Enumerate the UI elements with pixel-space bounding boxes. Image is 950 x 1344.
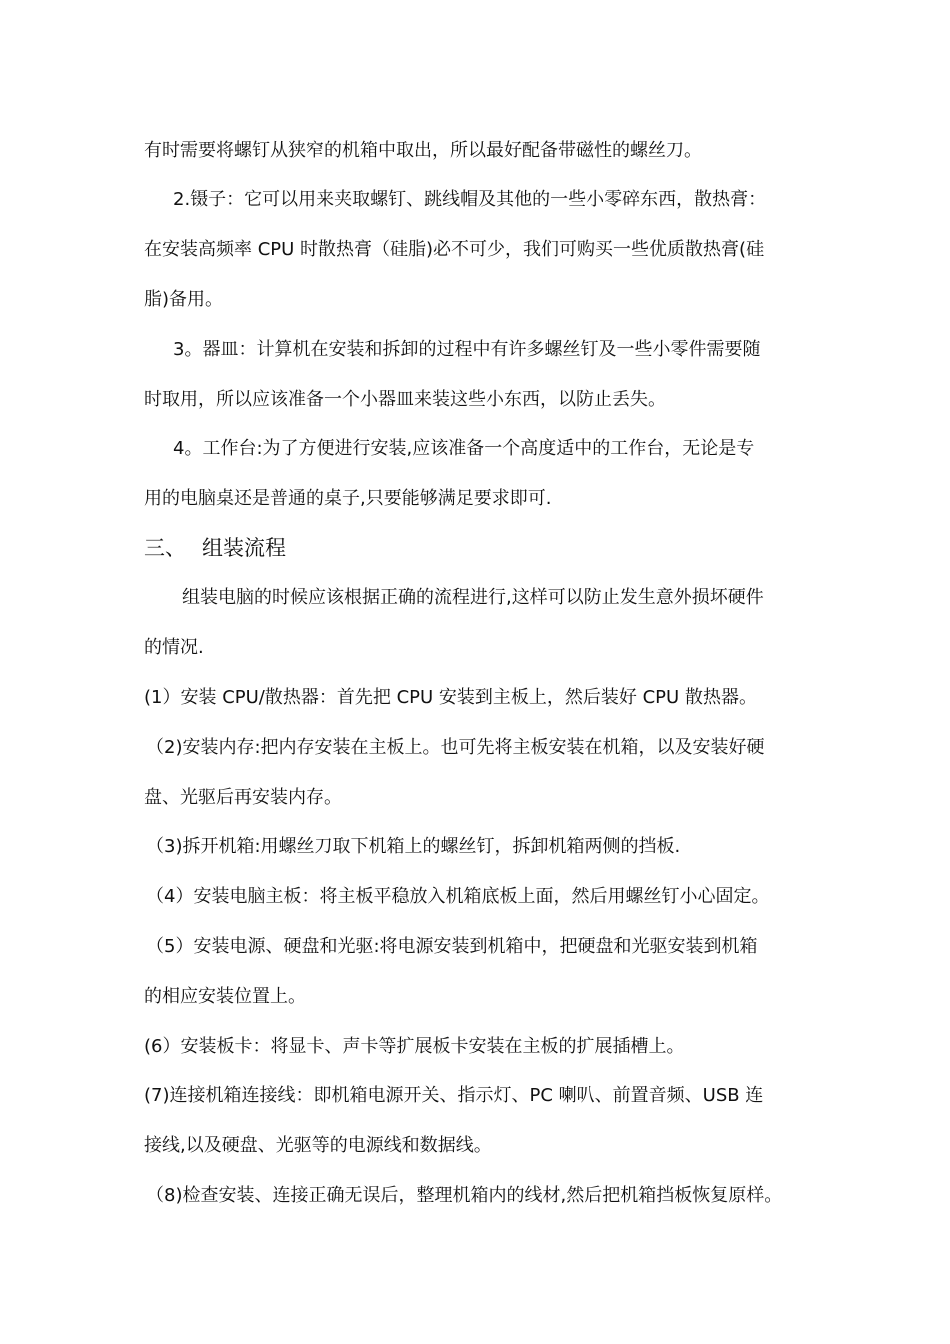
paragraph-line: 脂)备用。: [144, 289, 224, 310]
step-line: （4）安装电脑主板：将主板平稳放入机箱底板上面，然后用螺丝钉小心固定。: [146, 886, 770, 907]
paragraph-line: 组装电脑的时候应该根据正确的流程进行,这样可以防止发生意外损坏硬件: [182, 587, 764, 608]
paragraph-line: 在安装高频率 CPU 时散热膏（硅脂)必不可少，我们可购买一些优质散热膏(硅: [144, 239, 765, 260]
step-line: （2)安装内存:把内存安装在主板上。也可先将主板安装在机箱，以及安装好硬: [146, 737, 765, 758]
step-line: 盘、光驱后再安装内存。: [144, 787, 342, 808]
step-line: (6）安装板卡：将显卡、声卡等扩展板卡安装在主板的扩展插槽上。: [144, 1036, 685, 1057]
step-line: （8)检查安装、连接正确无误后，整理机箱内的线材,然后把机箱挡板恢复原样。: [146, 1185, 783, 1206]
paragraph-line: 3。器皿：计算机在安装和拆卸的过程中有许多螺丝钉及一些小零件需要随: [173, 339, 761, 360]
paragraph-line: 的情况.: [144, 637, 204, 658]
step-line: (1）安装 CPU/散热器：首先把 CPU 安装到主板上，然后装好 CPU 散热器。: [144, 687, 757, 708]
paragraph-line: 4。工作台:为了方便进行安装,应该准备一个高度适中的工作台，无论是专: [173, 438, 755, 459]
step-line: （3)拆开机箱:用螺丝刀取下机箱上的螺丝钉，拆卸机箱两侧的挡板.: [146, 836, 681, 857]
section-heading: [144, 534, 824, 562]
paragraph-line: 时取用，所以应该准备一个小器皿来装这些小东西，以防止丢失。: [144, 389, 666, 410]
step-line: 的相应安装位置上。: [144, 986, 306, 1007]
section-title: 组装流程: [202, 536, 286, 560]
paragraph-line: 用的电脑桌还是普通的桌子,只要能够满足要求即可.: [144, 488, 552, 509]
paragraph-line: 2.镊子：它可以用来夹取螺钉、跳线帽及其他的一些小零碎东西，散热膏：: [173, 189, 767, 210]
step-line: (7)连接机箱连接线：即机箱电源开关、指示灯、PC 喇叭、前置音频、USB 连: [144, 1085, 764, 1106]
step-line: （5）安装电源、硬盘和光驱:将电源安装到机箱中，把硬盘和光驱安装到机箱: [146, 936, 758, 957]
paragraph-line: 有时需要将螺钉从狭窄的机箱中取出，所以最好配备带磁性的螺丝刀。: [144, 140, 702, 161]
section-number: 三、: [144, 536, 186, 560]
step-line: 接线,以及硬盘、光驱等的电源线和数据线。: [144, 1135, 492, 1156]
